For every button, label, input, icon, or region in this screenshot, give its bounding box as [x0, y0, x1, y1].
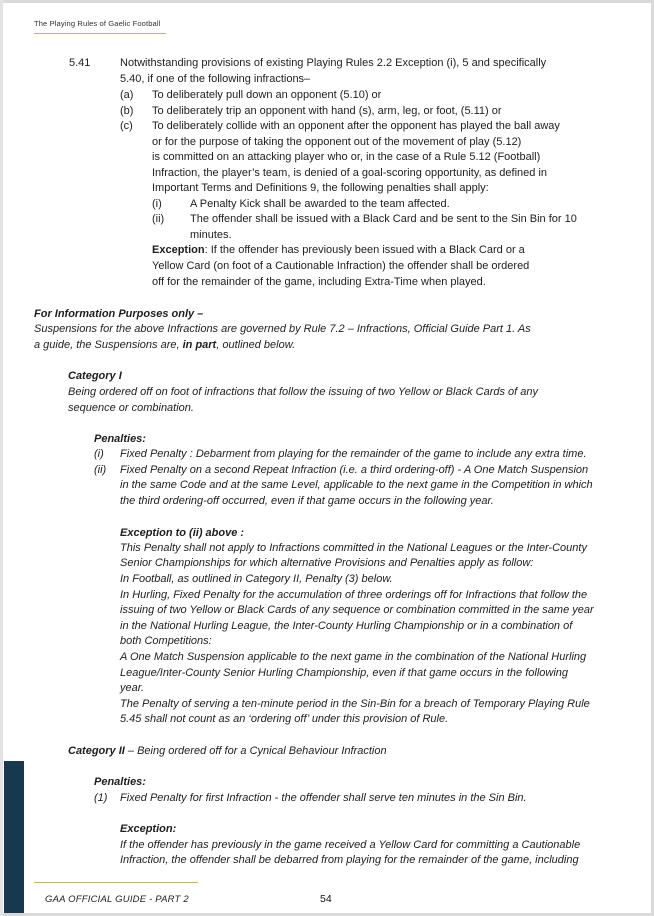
exception-heading: Exception: [120, 823, 177, 835]
rule-continuation: is committed on an attacking player who or, in the case of a Rule 5.12 (Football) [152, 151, 541, 163]
exception-line: Infraction, the offender shall be debarred from playing for the remainder of the game, including [120, 854, 579, 866]
rule-intro-line: Notwithstanding provisions of existing Playing Rules 2.2 Exception (i), 5 and specifically [120, 57, 547, 69]
exception-line: A One Match Suspension applicable to the next game in the combination of the National Hurling [120, 651, 587, 663]
exception-line: This Penalty shall not apply to Infractions committed in the National Leagues or the Inter-County [120, 542, 587, 554]
exception-line: In Football, as outlined in Category II, Penalty (3) below. [120, 573, 393, 585]
subitem-text: A Penalty Kick shall be awarded to the team affected. [190, 198, 450, 210]
exception-line: both Competitions: [120, 635, 212, 647]
item-label: (b) [120, 105, 134, 117]
section-tab-bar [4, 761, 24, 913]
rule-exception-line: off for the remainder of the game, including Extra-Time when played. [152, 276, 486, 288]
item-text: To deliberately collide with an opponent after the opponent has played the ball away [152, 120, 560, 132]
exception-line: In Hurling, Fixed Penalty for the accumulation of three orderings off for Infractions that follow the [120, 589, 588, 601]
exception-heading: Exception to (ii) above : [120, 527, 245, 539]
exception-line: in the National Hurling League, the Inter-County Hurling Championship or in a combination of [120, 620, 573, 632]
item-text: or for the purpose of taking the opponent out of the movement of play (5.12) [152, 136, 522, 148]
footer-divider [34, 882, 198, 883]
penalty-text: in the same Code and at the same Level, applicable to the next game in the Competition in which [120, 479, 593, 491]
penalties-heading: Penalties: [94, 776, 146, 788]
subitem-text: minutes. [190, 229, 232, 241]
rule-continuation: Important Terms and Definitions 9, the following penalties shall apply: [152, 182, 489, 194]
category-heading [68, 744, 387, 760]
info-line [34, 338, 295, 354]
subitem-label: (ii) [152, 213, 165, 225]
exception-text: : If the offender has previously been issued with a Black Card or a [204, 244, 525, 256]
info-emphasis: in part [182, 339, 217, 351]
exception-line: League/Inter-County Senior Hurling Championship, even if that game occurs in the following [120, 667, 568, 679]
exception-line: If the offender has previously in the game received a Yellow Card for committing a Cautionable [120, 839, 581, 851]
subitem-label: (i) [152, 198, 162, 210]
info-text: a guide, the Suspensions are, [34, 339, 183, 351]
rule-exception-line: Yellow Card (on foot of a Cautionable Infraction) the offender shall be ordered [152, 260, 530, 272]
exception-label: Exception [152, 244, 205, 256]
exception-line: The Penalty of serving a ten-minute period in the Sin-Bin for a breach of Temporary Playing Rule [120, 698, 590, 710]
item-text: To deliberately trip an opponent with hand (s), arm, leg, or foot, (5.11) or [152, 105, 502, 117]
header-divider [34, 33, 166, 34]
running-header: The Playing Rules of Gaelic Football [34, 19, 161, 28]
category-title: Category II [68, 745, 125, 757]
exception-line: Senior Championships for which alternative Provisions and Penalties apply as follow: [120, 557, 534, 569]
subitem-text: The offender shall be issued with a Black Card and be sent to the Sin Bin for 10 [190, 213, 577, 225]
category-subtitle: – Being ordered off for a Cynical Behaviour Infraction [124, 745, 387, 757]
info-heading: For Information Purposes only – [34, 308, 204, 320]
info-text: , outlined below. [216, 339, 296, 351]
penalty-text: the third ordering-off occurred, even if that game occurs in the following year. [120, 495, 494, 507]
penalties-heading: Penalties: [94, 433, 146, 445]
penalty-text: Fixed Penalty : Debarment from playing for the remainder of the game to include any extra time. [120, 448, 587, 460]
penalty-label: (ii) [94, 464, 107, 476]
item-label: (a) [120, 89, 134, 101]
category-description: sequence or combination. [68, 402, 194, 414]
exception-line: year. [120, 682, 145, 694]
rule-intro-line: 5.40, if one of the following infractions– [120, 73, 311, 85]
page-border-left [0, 0, 3, 916]
penalty-label: (1) [94, 792, 108, 804]
page-border-top [0, 0, 654, 3]
rule-exception [152, 243, 525, 259]
rule-number: 5.41 [69, 57, 91, 69]
info-line: Suspensions for the above Infractions are governed by Rule 7.2 – Infractions, Official Guide Part 1. As [34, 323, 531, 335]
footer-title: GAA OFFICIAL GUIDE - PART 2 [45, 894, 189, 905]
exception-line: issuing of two Yellow or Black Cards of any sequence or combination committed in the same year [120, 604, 594, 616]
penalty-text: Fixed Penalty for first Infraction - the offender shall serve ten minutes in the Sin Bin. [120, 792, 527, 804]
rule-continuation: Infraction, the player’s team, is denied of a goal-scoring opportunity, as defined in [152, 167, 548, 179]
page-number: 54 [320, 893, 332, 905]
penalty-text: Fixed Penalty on a second Repeat Infraction (i.e. a third ordering-off) - A One Match Suspension [120, 464, 589, 476]
penalty-label: (i) [94, 448, 104, 460]
category-heading: Category I [68, 370, 122, 382]
category-description: Being ordered off on foot of infractions that follow the issuing of two Yellow or Black Cards of any [68, 386, 539, 398]
item-text: To deliberately pull down an opponent (5.10) or [152, 89, 382, 101]
exception-line: 5.45 shall not count as an ‘ordering off’ under this provision of Rule. [120, 713, 449, 725]
item-label: (c) [120, 120, 133, 132]
